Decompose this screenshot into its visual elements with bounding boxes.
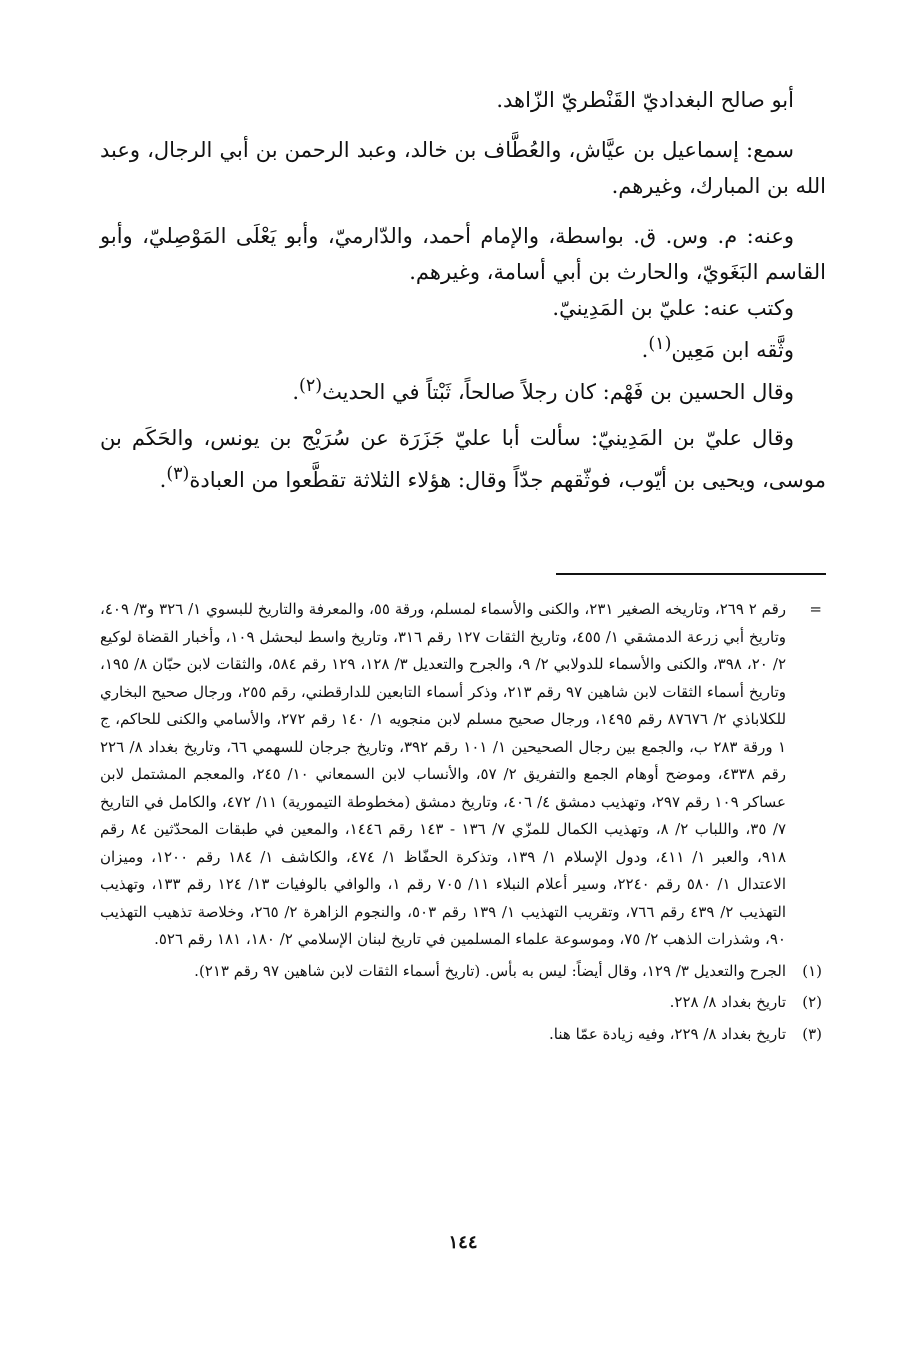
- footnote-continuation-mark: =: [809, 600, 822, 618]
- wrote-line: وكتب عنه: عليّ بن المَدِينيّ.: [552, 296, 794, 320]
- narrators-paragraph: [100, 218, 826, 410]
- main-text: [100, 82, 826, 512]
- fahm-end: .: [292, 380, 299, 404]
- heard-from-text: سمع: إسماعيل بن عيَّاش، والعُطَّاف بن خالد، وعبد الرحمن بن أبي الرجال، وعبد الله بن المبارك، وغيرهم.: [100, 138, 826, 198]
- trusted-text: وثَّقه ابن مَعِين: [671, 338, 794, 362]
- footnote-2-text: تاريخ بغداد ٨/ ٢٢٨.: [669, 993, 786, 1011]
- fahm-text: وقال الحسين بن فَهْم: كان رجلاً صالحاً، ثَبْتاً في الحديث: [322, 380, 794, 404]
- footnote-continuation-text: رقم ٢ ٢٦٩، وتاريخه الصغير ٢٣١، والكنى والأسماء لمسلم، ورقة ٥٥، والمعرفة والتاريخ للبسوي ١/ ٣٢٦ و٣/ ٤٠٩، وتاريخ أبي زرعة الدمشقي ١/ ٤٥٥، وتاريخ الثقات ١٢٧ رقم ٣١٦، وتاريخ واسط لبحشل ١٠٩، وأخبار القضاة لوكيع ٢/ ٢٠، ٣٩٨، والكنى والأسماء للدولابي ٢/ ٩، والجرح والتعديل ٣/ ١٢٨، ١٢٩ رقم ٥٨٤، والثقات لابن حبّان ٨/ ١٩٥، وتاريخ أسماء الثقات لابن شاهين ٩٧ رقم ٢١٣، وذكر أسماء التابعين للدارقطني، رقم ٢٥٥، ورجال صحيح البخاري للكلاباذي ٢/ ٨٧٦٧٦ رقم ١٤٩٥، ورجال صحيح مسلم لابن منجويه ١/ ١٤٠ رقم ٢٧٢، والأسامي والكنى للحاكم، ج ١ ورقة ٢٨٣ ب، والجمع بين رجال الصحيحين ١/ ١٠١ رقم ٣٩٢، وتاريخ جرجان للسهمي ٦٦، وتاريخ بغداد ٨/ ٢٢٦ رقم ٤٣٣٨، وموضح أوهام الجمع والتفريق ٢/ ٥٧، والأنساب لابن السمعاني ١٠/ ٢٤٥، والمعجم المشتمل لابن عساكر ١٠٩ رقم ٢٩٧، وتهذيب دمشق ٤/ ٤٠٦، وتاريخ دمشق (مخطوطة التيمورية) ١١/ ٤٧٢، والكامل في التاريخ ٧/ ٣٥، واللباب ٢/ ٨، وتهذيب الكمال للمزّي ٧/ ١٣٦ - ١٤٣ رقم ١٤٤٦، والمعين في طبقات المحدّثين ٨٤ رقم ٩١٨، والعبر ١/ ٤١١، ودول الإسلام ١/ ١٣٩، وتذكرة الحفّاظ ١/ ٤٧٤، والكاشف ١/ ١٨٤ رقم ١٢٠٠، وميزان الاعتدال ١/ ٥٨٠ رقم ٢٢٤٠، وسير أعلام النبلاء ١١/ ٧٠٥ رقم ١، والوافي بالوفيات ١٣/ ١٢٤ رقم ١٣٣، وتهذيب التهذيب ٢/ ٤٣٩ رقم ٧٦٦، وتقريب التهذيب ١/ ١٣٩ رقم ٥٠٣، والنجوم الزاهرة ٢/ ٢٦٥، وخلاصة تذهيب التهذيب ٩٠، وشذرات الذهب ٢/ ٧٥، وموسوعة علماء المسلمين في تاريخ لبنان الإسلامي ٢/ ١٨٠، ١٨١ رقم ٥٢٦.: [100, 600, 787, 948]
- heard-from-paragraph: [100, 132, 826, 204]
- footnote-1-mark: (١): [802, 961, 822, 980]
- biography-opening-text: أبو صالح البغداديّ القَنْطريّ الزّاهد.: [496, 88, 794, 112]
- footnote-3-mark: (٣): [802, 1024, 822, 1043]
- madini-paragraph: [100, 420, 826, 498]
- footnote-2-mark: (٢): [802, 993, 822, 1011]
- footnote-separator: [556, 573, 826, 575]
- footnote-2: [100, 989, 826, 1017]
- fahm-line: [100, 368, 826, 410]
- madini-end: .: [159, 468, 167, 492]
- footnote-ref-2[interactable]: (٢): [299, 376, 323, 396]
- page-number: ١٤٤: [448, 1232, 478, 1253]
- narrators-text: وعنه: م. وس. ق. بواسطة، والإمام أحمد، والدّارميّ، وأبو يَعْلَى المَوْصِليّ، وأبو القاسم البَغَويّ، والحارث بن أبي أسامة، وغيرهم.: [100, 224, 826, 284]
- footnotes: [100, 596, 826, 1052]
- footnote-1: [100, 958, 826, 986]
- book-page: [100, 0, 826, 1350]
- footnote-ref-3[interactable]: (٣): [166, 464, 190, 484]
- footnote-1-text: الجرح والتعديل ٣/ ١٢٩، وقال أيضاً: ليس به بأس. (تاريخ أسماء الثقات لابن شاهين ٩٧ رقم ٢١٣).: [194, 961, 786, 980]
- trusted-end: .: [641, 338, 649, 362]
- trusted-line: [100, 326, 826, 368]
- madini-text: وقال عليّ بن المَدِينيّ: سألت أبا عليّ جَزَرَة عن سُرَيْج بن يونس، والحَكَم بن موسى، ويحيى بن أيّوب، فوثّقهم جدّاً وقال: هؤلاء الثلاثة تقطَّعوا من العبادة: [100, 426, 826, 492]
- biography-opening: [100, 82, 826, 118]
- footnote-3: [100, 1021, 826, 1049]
- footnote-ref-1[interactable]: (١): [648, 334, 672, 354]
- footnote-3-text: تاريخ بغداد ٨/ ٢٢٩، وفيه زيادة عمّا هنا.: [549, 1024, 786, 1043]
- footnote-continuation: [100, 596, 826, 954]
